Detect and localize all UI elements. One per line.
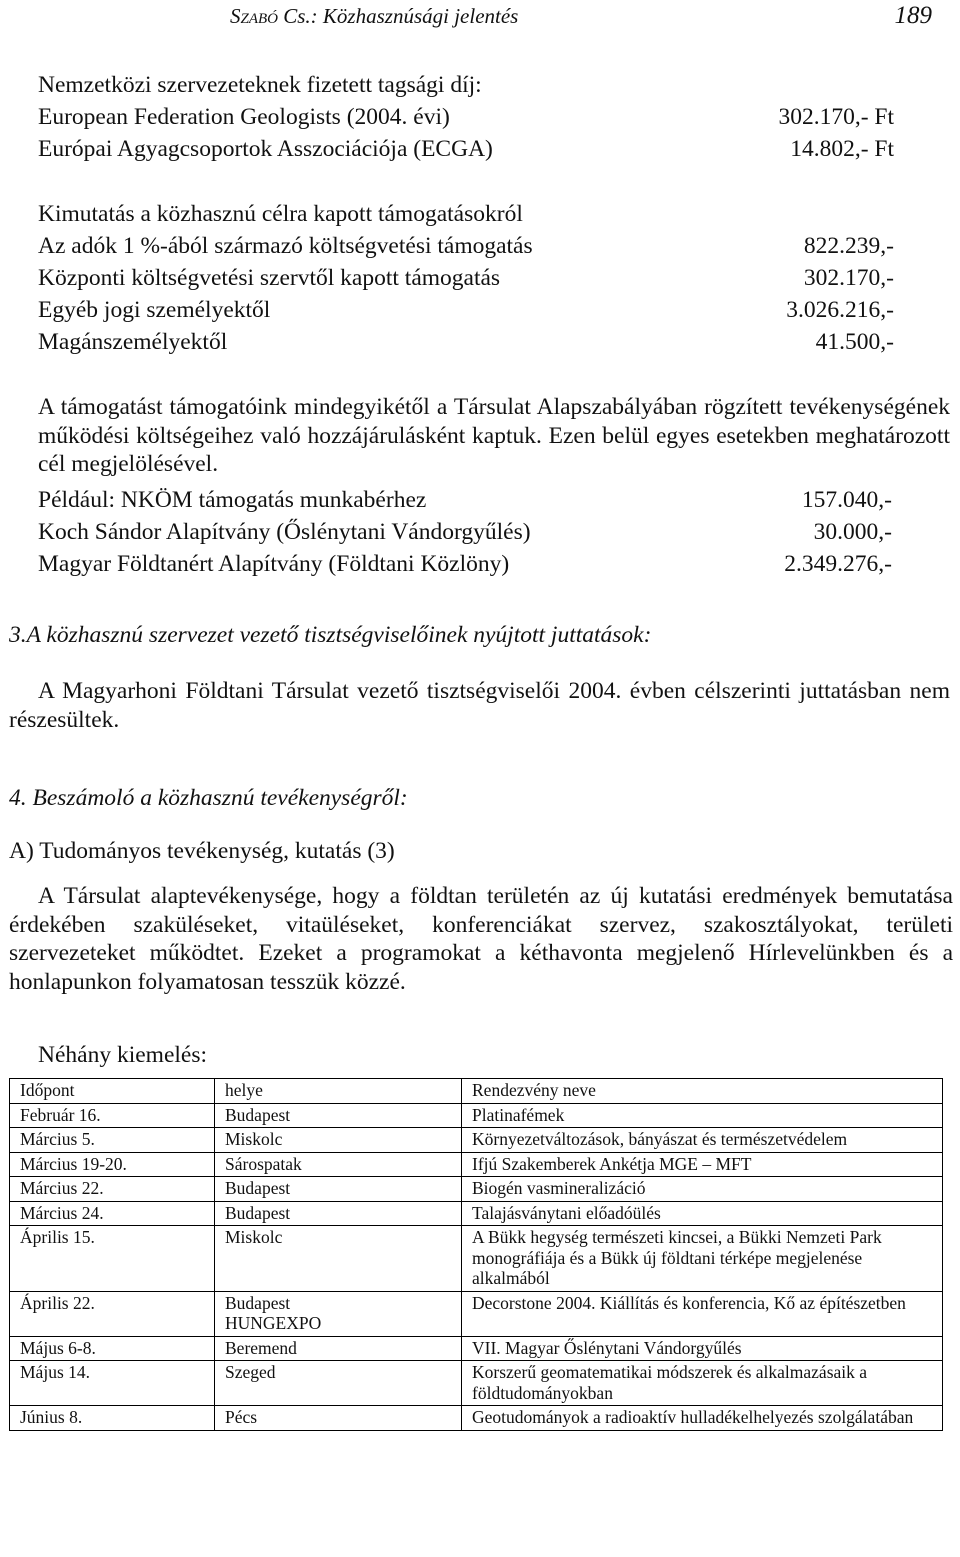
- date-cell: Március 22.: [10, 1177, 215, 1202]
- earmarked-amount: 30.000,-: [813, 519, 892, 545]
- date-cell: Április 15.: [10, 1226, 215, 1292]
- support-row-amount: 302.170,-: [803, 265, 894, 291]
- place-cell: Budapest HUNGEXPO: [215, 1291, 462, 1336]
- section4-subheading: A) Tudományos tevékenység, kutatás (3): [9, 838, 395, 864]
- membership-row-label: European Federation Geologists (2004. évi): [38, 104, 450, 130]
- event-cell: Biogén vasmineralizáció: [462, 1177, 943, 1202]
- table-row: [10, 1226, 943, 1292]
- support-row-label: Egyéb jogi személyektől: [38, 297, 271, 323]
- table-row: [10, 1177, 943, 1202]
- running-header: [230, 4, 518, 29]
- date-cell: Május 14.: [10, 1361, 215, 1406]
- event-cell: Talajásványtani előadóülés: [462, 1201, 943, 1226]
- events-table: [9, 1078, 943, 1431]
- table-row: [10, 1336, 943, 1361]
- table-row: [10, 1361, 943, 1406]
- earmarked-label: Például: NKÖM támogatás munkabérhez: [38, 487, 427, 513]
- date-cell: Március 24.: [10, 1201, 215, 1226]
- support-row-label: Az adók 1 %-ából származó költségvetési támogatás: [38, 233, 533, 259]
- table-row: [10, 1291, 943, 1336]
- header-author: Szabó: [230, 4, 278, 28]
- table-header-row: [10, 1079, 943, 1104]
- table-row: [10, 1201, 943, 1226]
- place-cell: Miskolc: [215, 1128, 462, 1153]
- membership-row-amount: 302.170,- Ft: [778, 104, 894, 130]
- header-cell-event: Rendezvény neve: [462, 1079, 943, 1104]
- membership-row-label: Európai Agyagcsoportok Asszociációja (ECGA): [38, 136, 493, 162]
- event-cell: Geotudományok a radioaktív hulladékelhelyezés szolgálatában: [462, 1406, 943, 1431]
- membership-row-amount: 14.802,- Ft: [790, 136, 894, 162]
- event-cell: Környezetváltozások, bányászat és természetvédelem: [462, 1128, 943, 1153]
- earmarked-label: Magyar Földtanért Alapítvány (Földtani Közlöny): [38, 551, 510, 577]
- place-cell: Miskolc: [215, 1226, 462, 1292]
- date-cell: Március 5.: [10, 1128, 215, 1153]
- date-cell: Február 16.: [10, 1103, 215, 1128]
- earmarked-amount: 2.349.276,-: [784, 551, 892, 577]
- highlights-label: Néhány kiemelés:: [38, 1042, 208, 1068]
- date-cell: Április 22.: [10, 1291, 215, 1336]
- event-cell: A Bükk hegység természeti kincsei, a Bükki Nemzeti Park monográfiája és a Bükk új földtani térképe megjelenése alkalmából: [462, 1226, 943, 1292]
- page-number: 189: [894, 2, 932, 29]
- date-cell: Május 6-8.: [10, 1336, 215, 1361]
- support-row-amount: 3.026.216,-: [786, 297, 894, 323]
- place-cell: Budapest: [215, 1103, 462, 1128]
- header-cell-date: Időpont: [10, 1079, 215, 1104]
- support-row-amount: 41.500,-: [815, 329, 894, 355]
- event-cell: Decorstone 2004. Kiállítás és konferencia, Kő az építészetben: [462, 1291, 943, 1336]
- section4-paragraph: A Társulat alaptevékenysége, hogy a földtan területén az új kutatási eredmények bemutatása érdekében szaküléseket, vitaüléseket, konferenciákat szervez, szakosztályokat, területi szervezeteket működtet. Ezeket a programokat a kéthavonta megjelenő Hírlevelünkben és a honlapunkon folyamatosan tesszük közzé.: [9, 883, 953, 995]
- membership-title: Nemzetközi szervezeteknek fizetett tagsági díj:: [38, 72, 482, 98]
- section3-heading: 3.A közhasznú szervezet vezető tisztségviselőinek nyújtott juttatások:: [9, 622, 652, 648]
- table-row: [10, 1406, 943, 1431]
- place-cell: Sárospatak: [215, 1152, 462, 1177]
- support-paragraph: A támogatást támogatóink mindegyikétől a Társulat Alapszabályában rögzített tevékenységének működési költségeihez való hozzájárulásként kaptuk. Ezen belül egyes esetekben meghatározott cél megjelölésével.: [38, 394, 950, 477]
- header-title: Cs.: Közhasznúsági jelentés: [278, 4, 519, 28]
- header-cell-place: helye: [215, 1079, 462, 1104]
- place-cell: Szeged: [215, 1361, 462, 1406]
- support-row-amount: 822.239,-: [803, 233, 894, 259]
- support-title: Kimutatás a közhasznú célra kapott támogatásokról: [38, 201, 523, 227]
- event-cell: VII. Magyar Őslénytani Vándorgyűlés: [462, 1336, 943, 1361]
- support-row-label: Központi költségvetési szervtől kapott támogatás: [38, 265, 501, 291]
- table-row: [10, 1103, 943, 1128]
- event-cell: Ifjú Szakemberek Ankétja MGE – MFT: [462, 1152, 943, 1177]
- date-cell: Június 8.: [10, 1406, 215, 1431]
- event-cell: Korszerű geomatematikai módszerek és alkalmazásaik a földtudományokban: [462, 1361, 943, 1406]
- table-row: [10, 1128, 943, 1153]
- place-cell: Budapest: [215, 1177, 462, 1202]
- section4-heading: 4. Beszámoló a közhasznú tevékenységről:: [9, 785, 408, 811]
- earmarked-label: Koch Sándor Alapítvány (Őslénytani Vándorgyűlés): [38, 519, 531, 545]
- date-cell: Március 19-20.: [10, 1152, 215, 1177]
- place-cell: Beremend: [215, 1336, 462, 1361]
- event-cell: Platinafémek: [462, 1103, 943, 1128]
- section3-paragraph: A Magyarhoni Földtani Társulat vezető tisztségviselői 2004. évben célszerinti juttatásban nem részesültek.: [9, 678, 950, 733]
- support-row-label: Magánszemélyektől: [38, 329, 228, 355]
- place-cell: Pécs: [215, 1406, 462, 1431]
- place-cell: Budapest: [215, 1201, 462, 1226]
- earmarked-amount: 157.040,-: [801, 487, 892, 513]
- table-row: [10, 1152, 943, 1177]
